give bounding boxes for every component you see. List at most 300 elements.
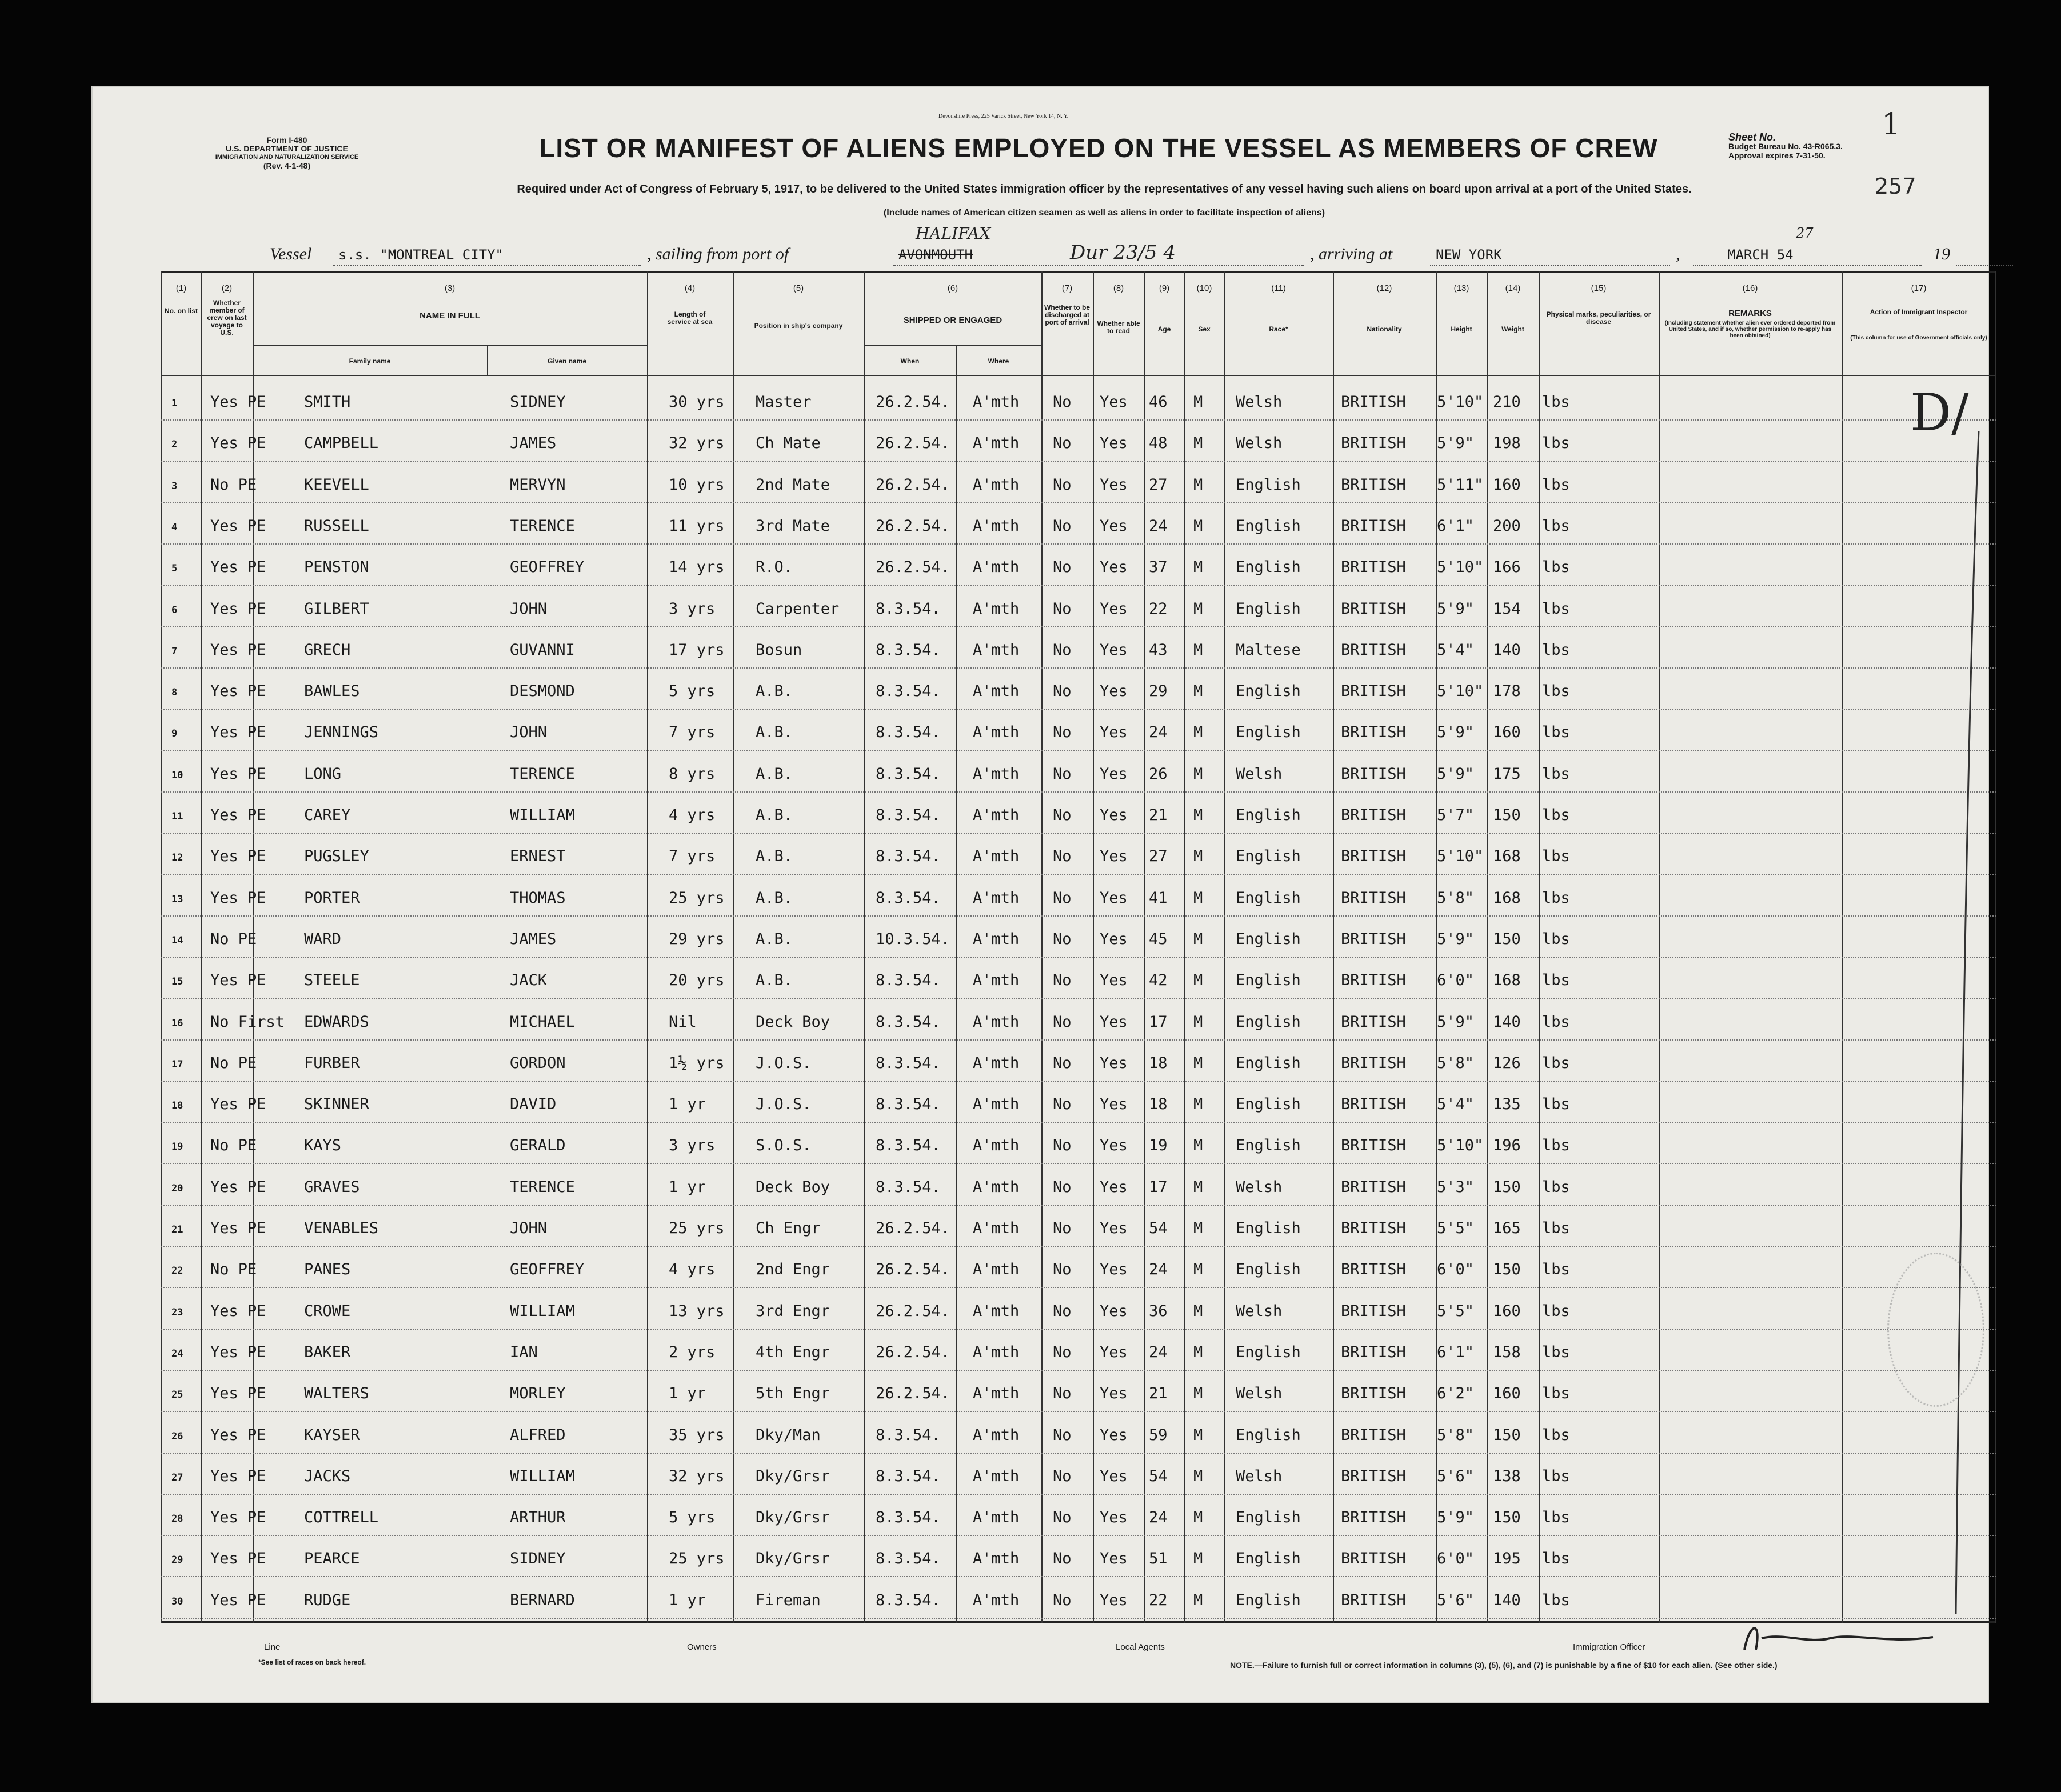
weight: 160 bbox=[1493, 723, 1521, 742]
able-to-read: Yes bbox=[1100, 1219, 1128, 1237]
position: A.B. bbox=[756, 806, 793, 824]
given-name: ERNEST bbox=[510, 847, 566, 866]
race: English bbox=[1236, 682, 1301, 701]
last-voyage: Yes PE bbox=[210, 1095, 266, 1114]
able-to-read: Yes bbox=[1100, 641, 1128, 659]
given-name: JAMES bbox=[510, 930, 557, 948]
table-row bbox=[161, 1457, 1996, 1498]
position: R.O. bbox=[756, 558, 793, 577]
nationality: BRITISH bbox=[1341, 475, 1406, 494]
length-of-service: 25 yrs bbox=[669, 1550, 725, 1568]
departure-port-handwritten: HALIFAX bbox=[916, 224, 991, 243]
weight: 200 bbox=[1493, 517, 1521, 535]
shipped-where: A'mth bbox=[973, 1302, 1020, 1320]
weight: 140 bbox=[1493, 1591, 1521, 1609]
family-name: SMITH bbox=[304, 393, 351, 411]
nationality: BRITISH bbox=[1341, 1261, 1406, 1279]
given-name: JOHN bbox=[510, 599, 548, 618]
row-divider bbox=[161, 419, 1996, 421]
nationality: BRITISH bbox=[1341, 889, 1406, 907]
race: English bbox=[1236, 1550, 1301, 1568]
row-divider bbox=[161, 1618, 1996, 1619]
sex: M bbox=[1193, 1261, 1203, 1279]
sex: M bbox=[1193, 971, 1203, 990]
row-number: 24 bbox=[171, 1347, 183, 1359]
col-head-physical-marks: Physical marks, peculiarities, or disease bbox=[1546, 310, 1651, 326]
nationality: BRITISH bbox=[1341, 599, 1406, 618]
shipped-where: A'mth bbox=[973, 1261, 1020, 1279]
family-name: WARD bbox=[304, 930, 342, 948]
page-subtitle-note: (Include names of American citizen seamen as well as aliens in order to facilitate inspection of aliens) bbox=[883, 208, 1325, 218]
weight: 150 bbox=[1493, 1509, 1521, 1527]
crew-manifest-table bbox=[161, 271, 1996, 1654]
row-divider bbox=[161, 1576, 1996, 1577]
nationality: BRITISH bbox=[1341, 1343, 1406, 1361]
family-name: JENNINGS bbox=[304, 723, 379, 742]
sex: M bbox=[1193, 930, 1203, 948]
shipped-when: 26.2.54. bbox=[876, 393, 950, 411]
shipped-where: A'mth bbox=[973, 1095, 1020, 1114]
shipped-where: A'mth bbox=[973, 434, 1020, 453]
col-head-position: Position in ship's company bbox=[754, 322, 843, 330]
weight: 140 bbox=[1493, 641, 1521, 659]
row-number: 9 bbox=[171, 728, 178, 740]
weight-unit: lbs bbox=[1542, 847, 1570, 866]
able-to-read: Yes bbox=[1100, 930, 1128, 948]
shipped-when: 26.2.54. bbox=[876, 517, 950, 535]
row-divider bbox=[161, 791, 1996, 793]
discharged: No bbox=[1053, 1550, 1072, 1568]
race: Welsh bbox=[1236, 1302, 1283, 1320]
last-voyage: Yes PE bbox=[210, 517, 266, 535]
position: Dky/Man bbox=[756, 1426, 821, 1444]
family-name: EDWARDS bbox=[304, 1013, 369, 1031]
weight-unit: lbs bbox=[1542, 1467, 1570, 1485]
race: English bbox=[1236, 599, 1301, 618]
shipped-where: A'mth bbox=[973, 1385, 1020, 1403]
able-to-read: Yes bbox=[1100, 1013, 1128, 1031]
height: 6'0" bbox=[1437, 1261, 1475, 1279]
shipped-when: 8.3.54. bbox=[876, 1137, 941, 1155]
position: Ch Engr bbox=[756, 1219, 821, 1237]
given-name: THOMAS bbox=[510, 889, 566, 907]
row-number: 25 bbox=[171, 1389, 183, 1401]
shipped-when: 8.3.54. bbox=[876, 1509, 941, 1527]
weight-unit: lbs bbox=[1542, 1137, 1570, 1155]
given-name: GEOFFREY bbox=[510, 558, 585, 577]
discharged: No bbox=[1053, 558, 1072, 577]
given-name: WILLIAM bbox=[510, 806, 575, 824]
age: 24 bbox=[1149, 1261, 1168, 1279]
sex: M bbox=[1193, 1591, 1203, 1609]
length-of-service: 1½ yrs bbox=[669, 1054, 725, 1072]
table-row bbox=[161, 1168, 1996, 1209]
length-of-service: 1 yr bbox=[669, 1178, 706, 1196]
row-number: 16 bbox=[171, 1017, 183, 1029]
shipped-when: 10.3.54. bbox=[876, 930, 950, 948]
approval-expiry: Approval expires 7-31-50. bbox=[1728, 151, 1826, 160]
nationality: BRITISH bbox=[1341, 682, 1406, 701]
weight: 150 bbox=[1493, 930, 1521, 948]
given-name: MERVYN bbox=[510, 475, 566, 494]
family-name: STEELE bbox=[304, 971, 360, 990]
shipped-when: 8.3.54. bbox=[876, 1591, 941, 1609]
weight: 198 bbox=[1493, 434, 1521, 453]
last-voyage: Yes PE bbox=[210, 599, 266, 618]
shipped-when: 8.3.54. bbox=[876, 765, 941, 783]
last-voyage: Yes PE bbox=[210, 723, 266, 742]
shipped-where: A'mth bbox=[973, 393, 1020, 411]
table-row bbox=[161, 1003, 1996, 1044]
discharged: No bbox=[1053, 971, 1072, 990]
age: 24 bbox=[1149, 723, 1168, 742]
sex: M bbox=[1193, 806, 1203, 824]
given-name: GUVANNI bbox=[510, 641, 575, 659]
race: English bbox=[1236, 806, 1301, 824]
able-to-read: Yes bbox=[1100, 1385, 1128, 1403]
col-head-age: Age bbox=[1157, 325, 1171, 333]
able-to-read: Yes bbox=[1100, 1591, 1128, 1609]
position: A.B. bbox=[756, 971, 793, 990]
row-number: 3 bbox=[171, 480, 178, 492]
nationality: BRITISH bbox=[1341, 517, 1406, 535]
family-name: CAMPBELL bbox=[304, 434, 379, 453]
family-name: KAYSER bbox=[304, 1426, 360, 1444]
table-row bbox=[161, 755, 1996, 796]
length-of-service: 11 yrs bbox=[669, 517, 725, 535]
weight-unit: lbs bbox=[1542, 1591, 1570, 1609]
height: 5'4" bbox=[1437, 641, 1475, 659]
height: 5'5" bbox=[1437, 1219, 1475, 1237]
weight-unit: lbs bbox=[1542, 1178, 1570, 1196]
last-voyage: Yes PE bbox=[210, 558, 266, 577]
row-number: 15 bbox=[171, 976, 183, 988]
height: 6'0" bbox=[1437, 971, 1475, 990]
height: 6'1" bbox=[1437, 1343, 1475, 1361]
length-of-service: 25 yrs bbox=[669, 1219, 725, 1237]
table-row bbox=[161, 1085, 1996, 1126]
family-name: CROWE bbox=[304, 1302, 351, 1320]
weight-unit: lbs bbox=[1542, 517, 1570, 535]
able-to-read: Yes bbox=[1100, 806, 1128, 824]
position: Ch Mate bbox=[756, 434, 821, 453]
weight-unit: lbs bbox=[1542, 930, 1570, 948]
last-voyage: Yes PE bbox=[210, 1343, 266, 1361]
discharged: No bbox=[1053, 1302, 1072, 1320]
age: 24 bbox=[1149, 517, 1168, 535]
height: 5'10" bbox=[1437, 847, 1484, 866]
able-to-read: Yes bbox=[1100, 1467, 1128, 1485]
weight-unit: lbs bbox=[1542, 1302, 1570, 1320]
able-to-read: Yes bbox=[1100, 971, 1128, 990]
race: Welsh bbox=[1236, 434, 1283, 453]
position: Deck Boy bbox=[756, 1178, 830, 1196]
col-num-4: (4) bbox=[684, 283, 696, 293]
row-number: 10 bbox=[171, 769, 183, 781]
shipped-when: 8.3.54. bbox=[876, 1013, 941, 1031]
age: 22 bbox=[1149, 599, 1168, 618]
able-to-read: Yes bbox=[1100, 1343, 1128, 1361]
given-name: GERALD bbox=[510, 1137, 566, 1155]
race: English bbox=[1236, 1054, 1301, 1072]
col-head-discharged: Whether to be discharged at port of arrival bbox=[1044, 303, 1090, 326]
row-divider bbox=[161, 1411, 1996, 1412]
sex: M bbox=[1193, 889, 1203, 907]
col-num-10: (10) bbox=[1196, 283, 1212, 293]
length-of-service: 7 yrs bbox=[669, 723, 716, 742]
row-number: 2 bbox=[171, 439, 178, 451]
given-name: IAN bbox=[510, 1343, 538, 1361]
last-voyage: Yes PE bbox=[210, 1178, 266, 1196]
race: English bbox=[1236, 1013, 1301, 1031]
col-num-9: (9) bbox=[1159, 283, 1170, 293]
position: 2nd Mate bbox=[756, 475, 830, 494]
sailing-label: , sailing from port of bbox=[647, 245, 789, 263]
discharged: No bbox=[1053, 517, 1072, 535]
departure-port-struck: AVONMOUTH bbox=[898, 247, 973, 263]
length-of-service: 32 yrs bbox=[669, 1467, 725, 1485]
nationality: BRITISH bbox=[1341, 393, 1406, 411]
given-name: ARTHUR bbox=[510, 1509, 566, 1527]
sex: M bbox=[1193, 1467, 1203, 1485]
arrival-day-handwritten: 27 bbox=[1796, 225, 1814, 241]
race: English bbox=[1236, 1509, 1301, 1527]
age: 37 bbox=[1149, 558, 1168, 577]
given-name: ALFRED bbox=[510, 1426, 566, 1444]
height: 5'9" bbox=[1437, 765, 1475, 783]
last-voyage: No PE bbox=[210, 1054, 257, 1072]
age: 51 bbox=[1149, 1550, 1168, 1568]
length-of-service: 4 yrs bbox=[669, 1261, 716, 1279]
length-of-service: 5 yrs bbox=[669, 682, 716, 701]
length-of-service: Nil bbox=[669, 1013, 697, 1031]
race: English bbox=[1236, 1591, 1301, 1609]
row-divider bbox=[161, 461, 1996, 462]
last-voyage: Yes PE bbox=[210, 889, 266, 907]
age: 54 bbox=[1149, 1467, 1168, 1485]
discharged: No bbox=[1053, 393, 1072, 411]
given-name: TERENCE bbox=[510, 517, 575, 535]
sex: M bbox=[1193, 723, 1203, 742]
race: Welsh bbox=[1236, 1467, 1283, 1485]
last-voyage: Yes PE bbox=[210, 393, 266, 411]
form-number: Form I-480 bbox=[266, 135, 307, 145]
weight: 150 bbox=[1493, 806, 1521, 824]
weight: 150 bbox=[1493, 1178, 1521, 1196]
able-to-read: Yes bbox=[1100, 558, 1128, 577]
race: Maltese bbox=[1236, 641, 1301, 659]
weight: 140 bbox=[1493, 1013, 1521, 1031]
height: 5'9" bbox=[1437, 599, 1475, 618]
nationality: BRITISH bbox=[1341, 434, 1406, 453]
length-of-service: 2 yrs bbox=[669, 1343, 716, 1361]
sex: M bbox=[1193, 434, 1203, 453]
race: Welsh bbox=[1236, 1178, 1283, 1196]
row-divider bbox=[161, 833, 1996, 834]
age: 36 bbox=[1149, 1302, 1168, 1320]
shipped-when: 8.3.54. bbox=[876, 641, 941, 659]
col-head-given-name: Given name bbox=[547, 357, 587, 365]
col-head-shipped-or-engaged: SHIPPED OR ENGAGED bbox=[903, 315, 1002, 325]
discharged: No bbox=[1053, 1095, 1072, 1114]
footer-officer: Immigration Officer bbox=[1573, 1642, 1645, 1652]
length-of-service: 32 yrs bbox=[669, 434, 725, 453]
last-voyage: Yes PE bbox=[210, 847, 266, 866]
discharged: No bbox=[1053, 1385, 1072, 1403]
row-divider bbox=[161, 667, 1996, 669]
row-number: 21 bbox=[171, 1224, 183, 1235]
discharged: No bbox=[1053, 847, 1072, 866]
nationality: BRITISH bbox=[1341, 1467, 1406, 1485]
row-divider bbox=[161, 1039, 1996, 1041]
col-head-inspector-note: (This column for use of Government officials only) bbox=[1850, 335, 1987, 341]
row-number: 20 bbox=[171, 1182, 183, 1194]
shipped-where: A'mth bbox=[973, 1343, 1020, 1361]
given-name: JAMES bbox=[510, 434, 557, 453]
weight: 210 bbox=[1493, 393, 1521, 411]
shipped-when: 8.3.54. bbox=[876, 889, 941, 907]
col-head-last-voyage: Whether member of crew on last voyage to U.S. bbox=[207, 299, 247, 337]
table-row bbox=[161, 1333, 1996, 1374]
weight: 154 bbox=[1493, 599, 1521, 618]
weight-unit: lbs bbox=[1542, 806, 1570, 824]
weight: 168 bbox=[1493, 889, 1521, 907]
family-name: FURBER bbox=[304, 1054, 360, 1072]
height: 6'0" bbox=[1437, 1550, 1475, 1568]
able-to-read: Yes bbox=[1100, 1302, 1128, 1320]
shipped-when: 26.2.54. bbox=[876, 1219, 950, 1237]
age: 46 bbox=[1149, 393, 1168, 411]
arrival-month: MARCH 54 bbox=[1727, 247, 1794, 263]
race: English bbox=[1236, 847, 1301, 866]
table-row bbox=[161, 383, 1996, 424]
race: English bbox=[1236, 558, 1301, 577]
given-name: DAVID bbox=[510, 1095, 557, 1114]
given-name: TERENCE bbox=[510, 765, 575, 783]
height: 5'4" bbox=[1437, 1095, 1475, 1114]
last-voyage: Yes PE bbox=[210, 971, 266, 990]
shipped-when: 26.2.54. bbox=[876, 1261, 950, 1279]
family-name: GILBERT bbox=[304, 599, 369, 618]
age: 21 bbox=[1149, 806, 1168, 824]
col-head-family-name: Family name bbox=[349, 357, 391, 365]
row-number: 23 bbox=[171, 1306, 183, 1318]
weight-unit: lbs bbox=[1542, 1343, 1570, 1361]
col-num-16: (16) bbox=[1742, 283, 1758, 293]
nationality: BRITISH bbox=[1341, 1095, 1406, 1114]
age: 45 bbox=[1149, 930, 1168, 948]
shipped-where: A'mth bbox=[973, 889, 1020, 907]
weight: 138 bbox=[1493, 1467, 1521, 1485]
col-head-inspector: Action of Immigrant Inspector bbox=[1870, 308, 1968, 316]
sex: M bbox=[1193, 847, 1203, 866]
weight: 158 bbox=[1493, 1343, 1521, 1361]
age: 24 bbox=[1149, 1343, 1168, 1361]
table-row bbox=[161, 713, 1996, 754]
able-to-read: Yes bbox=[1100, 1509, 1128, 1527]
length-of-service: 25 yrs bbox=[669, 889, 725, 907]
last-voyage: No PE bbox=[210, 1261, 257, 1279]
given-name: DESMOND bbox=[510, 682, 575, 701]
row-divider bbox=[161, 585, 1996, 586]
nationality: BRITISH bbox=[1341, 558, 1406, 577]
last-voyage: No PE bbox=[210, 475, 257, 494]
nationality: BRITISH bbox=[1341, 1178, 1406, 1196]
sex: M bbox=[1193, 1137, 1203, 1155]
position: Dky/Grsr bbox=[756, 1550, 830, 1568]
nationality: BRITISH bbox=[1341, 1302, 1406, 1320]
weight: 196 bbox=[1493, 1137, 1521, 1155]
last-voyage: Yes PE bbox=[210, 1591, 266, 1609]
row-divider bbox=[161, 1370, 1996, 1371]
nationality: BRITISH bbox=[1341, 1219, 1406, 1237]
table-row bbox=[161, 1044, 1996, 1085]
position: Dky/Grsr bbox=[756, 1509, 830, 1527]
length-of-service: 3 yrs bbox=[669, 1137, 716, 1155]
able-to-read: Yes bbox=[1100, 847, 1128, 866]
able-to-read: Yes bbox=[1100, 1426, 1128, 1444]
last-voyage: No PE bbox=[210, 1137, 257, 1155]
row-number: 13 bbox=[171, 893, 183, 905]
position: J.O.S. bbox=[756, 1054, 812, 1072]
row-number: 12 bbox=[171, 852, 183, 864]
length-of-service: 13 yrs bbox=[669, 1302, 725, 1320]
row-number: 28 bbox=[171, 1513, 183, 1525]
row-divider bbox=[161, 1081, 1996, 1082]
row-number: 5 bbox=[171, 563, 178, 575]
able-to-read: Yes bbox=[1100, 723, 1128, 742]
position: A.B. bbox=[756, 682, 793, 701]
discharged: No bbox=[1053, 1013, 1072, 1031]
age: 26 bbox=[1149, 765, 1168, 783]
given-name: MICHAEL bbox=[510, 1013, 575, 1031]
row-divider bbox=[161, 1205, 1996, 1206]
nationality: BRITISH bbox=[1341, 765, 1406, 783]
family-name: PENSTON bbox=[304, 558, 369, 577]
col-head-remarks-note: (Including statement whether alien ever ordered deported from United States, and if so, whether permission to re-apply has been obtained) bbox=[1664, 320, 1836, 339]
table-row bbox=[161, 631, 1996, 672]
height: 5'3" bbox=[1437, 1178, 1475, 1196]
row-divider bbox=[161, 1122, 1996, 1123]
height: 5'10" bbox=[1437, 393, 1484, 411]
page-title: LIST OR MANIFEST OF ALIENS EMPLOYED ON THE VESSEL AS MEMBERS OF CREW bbox=[539, 133, 1658, 163]
able-to-read: Yes bbox=[1100, 889, 1128, 907]
discharged: No bbox=[1053, 599, 1072, 618]
row-number: 19 bbox=[171, 1141, 183, 1153]
inspector-mark: D/ bbox=[1910, 383, 1969, 443]
position: 4th Engr bbox=[756, 1343, 830, 1361]
family-name: VENABLES bbox=[304, 1219, 379, 1237]
discharged: No bbox=[1053, 723, 1072, 742]
family-name: PEARCE bbox=[304, 1550, 360, 1568]
shipped-when: 8.3.54. bbox=[876, 1550, 941, 1568]
age: 54 bbox=[1149, 1219, 1168, 1237]
weight-unit: lbs bbox=[1542, 723, 1570, 742]
table-row bbox=[161, 1374, 1996, 1415]
position: Fireman bbox=[756, 1591, 821, 1609]
height: 5'9" bbox=[1437, 1013, 1475, 1031]
weight-unit: lbs bbox=[1542, 889, 1570, 907]
last-voyage: Yes PE bbox=[210, 806, 266, 824]
given-name: BERNARD bbox=[510, 1591, 575, 1609]
col-num-15: (15) bbox=[1591, 283, 1607, 293]
shipped-when: 26.2.54. bbox=[876, 558, 950, 577]
discharged: No bbox=[1053, 641, 1072, 659]
given-name: JACK bbox=[510, 971, 548, 990]
position: A.B. bbox=[756, 889, 793, 907]
col-num-1: (1) bbox=[175, 283, 187, 293]
shipped-where: A'mth bbox=[973, 847, 1020, 866]
